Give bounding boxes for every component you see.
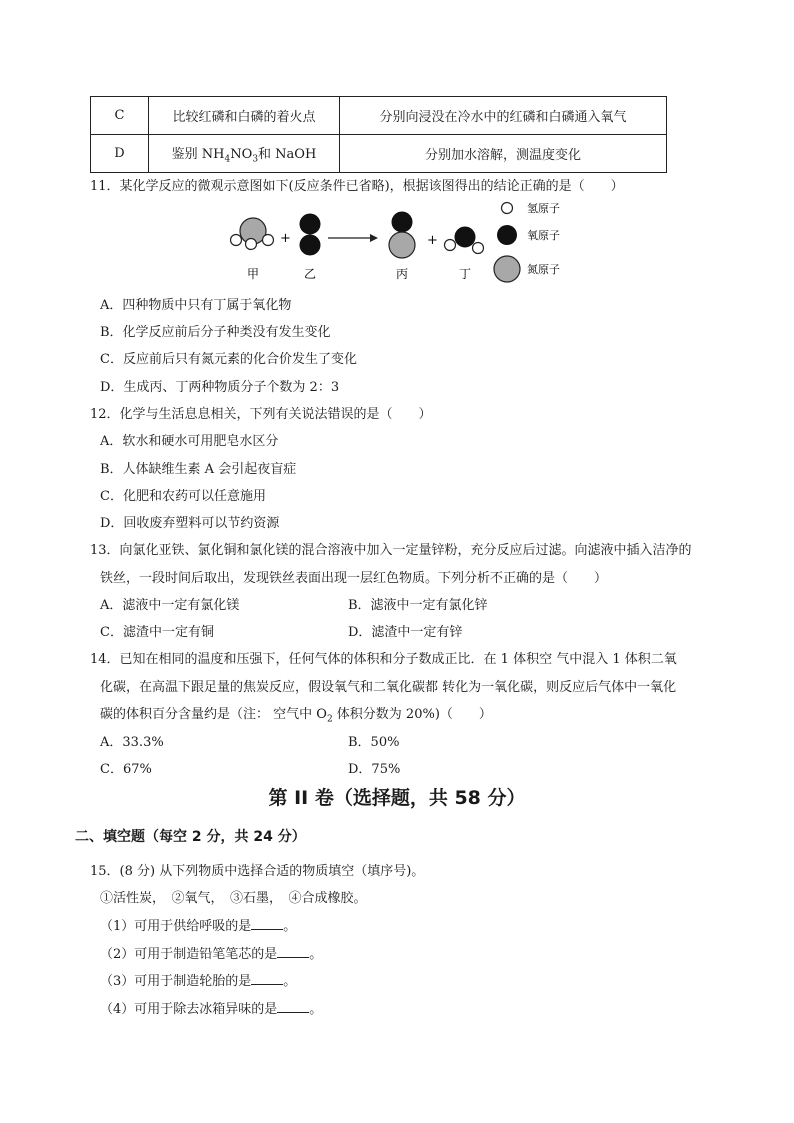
legend-oxygen: 氧原子 — [527, 229, 560, 242]
purpose-text: 鉴别 NH — [171, 146, 225, 162]
label-ding: 丁 — [459, 267, 472, 281]
item-text: （4）可用于除去冰箱异味的是 — [100, 1002, 278, 1017]
stem-text: 碳的体积百分含量约是（注： 空气中 O — [100, 707, 327, 722]
answer-blank[interactable] — [251, 918, 283, 930]
q15-item-3 — [100, 970, 296, 989]
legend-hydrogen: 氢原子 — [527, 202, 560, 215]
table-row — [91, 135, 667, 173]
plus-sign: + — [280, 231, 291, 246]
question-12-stem: 12．化学与生活息息相关，下列有关说法错误的是（ ） — [90, 407, 432, 422]
q11-option-c: C．反应前后只有氮元素的化合价发生了变化 — [100, 352, 357, 367]
answer-blank[interactable] — [277, 946, 309, 958]
label-bing: 丙 — [396, 267, 409, 281]
part-title: 二、填空题（每空 2 分，共 24 分） — [75, 829, 306, 845]
q13-option-b: B．滤液中一定有氯化锌 — [348, 598, 488, 613]
question-13-stem-line1: 13．向氯化亚铁、氯化铜和氯化镁的混合溶液中加入一定量锌粉，充分反应后过滤。向滤液中插入洁净的 — [90, 543, 692, 558]
item-text: 。 — [309, 1002, 323, 1017]
section-title: 第 II 卷（选择题，共 58 分） — [268, 787, 526, 809]
q12-option-b: B．人体缺维生素 A 会引起夜盲症 — [100, 462, 297, 477]
q12-option-a: A．软水和硬水可用肥皂水区分 — [100, 434, 279, 449]
legend — [494, 201, 560, 282]
q14-option-a: A．33.3% — [100, 735, 164, 750]
q11-option-a: A．四种物质中只有丁属于氧化物 — [100, 298, 292, 313]
answer-blank[interactable] — [251, 973, 283, 985]
item-text: 。 — [283, 974, 297, 989]
subscript: 3 — [252, 154, 259, 165]
q13-option-d: D．滤渣中一定有锌 — [348, 625, 463, 640]
table-cell-option: C — [91, 97, 149, 135]
legend-nitrogen: 氮原子 — [527, 263, 560, 276]
q14-option-d: D．75% — [348, 762, 401, 777]
q12-option-d: D．回收废弃塑料可以节约资源 — [100, 516, 280, 531]
nitrogen-atom-icon — [494, 256, 520, 282]
item-text: 。 — [309, 947, 323, 962]
plus-sign: + — [427, 233, 438, 248]
subscript: 2 — [326, 714, 333, 725]
item-text: （1）可用于供给呼吸的是 — [100, 919, 252, 934]
subscript: 4 — [224, 154, 231, 165]
table-cell-method: 分别加水溶解，测温度变化 — [340, 135, 667, 173]
answer-blank[interactable] — [277, 1001, 309, 1013]
item-text: （3）可用于制造轮胎的是 — [100, 974, 252, 989]
molecule-jia — [231, 218, 274, 250]
item-text: 。 — [283, 919, 297, 934]
reaction-diagram — [220, 198, 580, 290]
question-11-stem: 11．某化学反应的微观示意图如下(反应条件已省略)，根据该图得出的结论正确的是（ ） — [90, 179, 624, 194]
q14-option-b: B．50% — [348, 735, 400, 750]
purpose-text: NO — [230, 146, 253, 162]
label-yi: 乙 — [304, 267, 317, 281]
hydrogen-atom-icon — [502, 203, 513, 214]
options-table — [90, 96, 667, 173]
q11-option-b: B．化学反应前后分子种类没有发生变化 — [100, 325, 331, 340]
table-cell-option: D — [91, 135, 149, 173]
purpose-text: 和 NaOH — [258, 146, 317, 162]
molecule-ding — [445, 227, 484, 254]
q14-option-c: C．67% — [100, 762, 152, 777]
reaction-arrow — [328, 234, 378, 242]
q15-item-1 — [100, 915, 296, 934]
q13-option-a: A．滤液中一定有氯化镁 — [100, 598, 240, 613]
question-14-stem-line1: 14．已知在相同的温度和压强下，任何气体的体积和分子数成正比．在 1 体积空 气中混入 1 体积二氧 — [90, 652, 677, 667]
q15-item-2 — [100, 943, 322, 962]
table-row — [91, 97, 667, 135]
molecule-yi — [300, 214, 320, 255]
table-cell-purpose: 比较红磷和白磷的着火点 — [149, 97, 340, 135]
table-cell-method: 分别向浸没在冷水中的红磷和白磷通入氧气 — [340, 97, 667, 135]
label-jia: 甲 — [247, 267, 260, 281]
question-15-stem: 15．(8 分) 从下列物质中选择合适的物质填空（填序号)。 — [90, 864, 425, 879]
stem-text: 体积分数为 20%)（ ） — [332, 707, 492, 722]
question-14-stem-line3 — [100, 703, 492, 725]
oxygen-atom-icon — [497, 225, 517, 245]
question-14-stem-line2: 化碳，在高温下跟足量的焦炭反应，假设氧气和二氧化碳都 转化为一氧化碳，则反应后气体中一氧化 — [100, 680, 677, 695]
molecule-bing — [389, 212, 415, 258]
item-text: （2）可用于制造铅笔笔芯的是 — [100, 947, 278, 962]
question-13-stem-line2: 铁丝，一段时间后取出，发现铁丝表面出现一层红色物质。下列分析不正确的是（ ） — [100, 571, 608, 586]
q15-item-4 — [100, 998, 322, 1017]
question-15-choices: ①活性炭， ②氧气， ③石墨， ④合成橡胶。 — [100, 891, 367, 906]
q11-option-d: D．生成丙、丁两种物质分子个数为 2：3 — [100, 380, 340, 395]
q13-option-c: C．滤渣中一定有铜 — [100, 625, 214, 640]
table-cell-purpose — [149, 135, 340, 173]
q12-option-c: C．化肥和农药可以任意施用 — [100, 489, 266, 504]
